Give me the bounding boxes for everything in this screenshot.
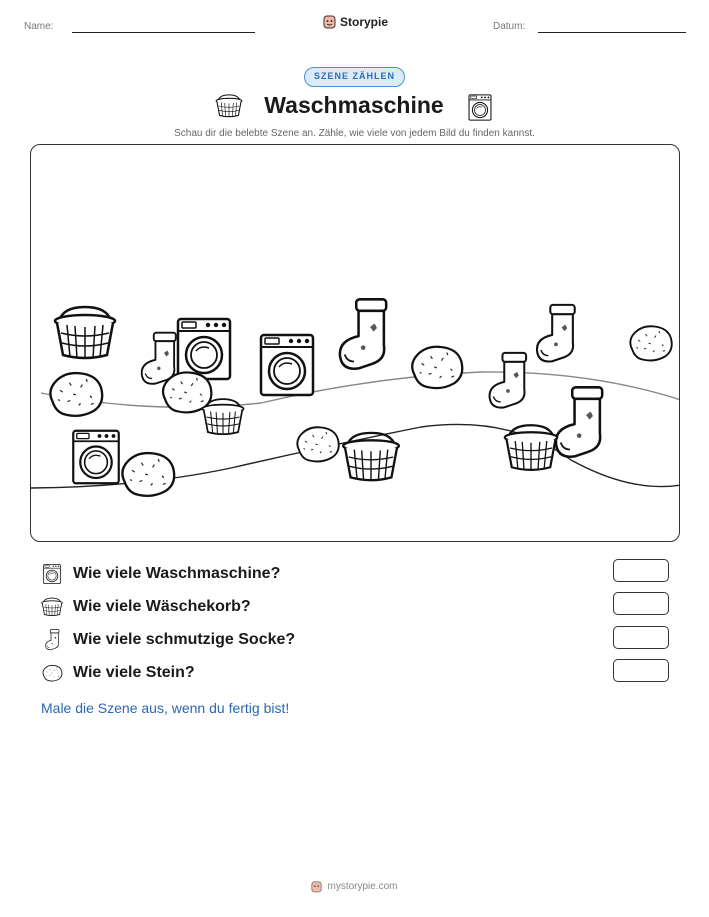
stone-icon: [407, 343, 465, 391]
dirty-sock-icon: [41, 629, 63, 651]
date-input-line[interactable]: [538, 32, 686, 33]
answer-box-basket[interactable]: [613, 592, 669, 615]
scene-count-badge: SZENE ZÄHLEN: [304, 67, 405, 87]
laundry-basket-icon: [41, 596, 63, 618]
question-row-stone: [41, 660, 195, 686]
storypie-logo: [323, 14, 388, 29]
answer-box-washer[interactable]: [613, 559, 669, 582]
laundry-basket-icon: [201, 397, 245, 437]
storypie-mascot-icon: [311, 880, 322, 893]
washing-machine-icon: [71, 429, 121, 485]
instructions: Schau dir die belebte Szene an. Zähle, wie viele von jedem Bild du finden kannst.: [174, 128, 535, 139]
date-label: Datum:: [493, 21, 526, 32]
washing-machine-icon: [259, 333, 315, 397]
page-title: Waschmaschine: [264, 92, 444, 118]
stone-icon: [45, 369, 105, 419]
answer-box-sock[interactable]: [613, 626, 669, 649]
question-text: Wie viele Waschmaschine?: [73, 565, 281, 582]
stone-icon: [626, 323, 674, 363]
name-label: Name:: [24, 21, 54, 32]
washing-machine-icon: [468, 94, 492, 121]
storypie-mascot-icon: [323, 14, 336, 29]
stone-icon: [41, 662, 63, 684]
laundry-basket-icon: [341, 431, 401, 483]
brand-name: Storypie: [340, 14, 389, 29]
coloring-note: Male die Szene aus, wenn du fertig bist!: [41, 700, 290, 716]
footer-url: mystorypie.com: [327, 881, 398, 892]
page-footer: [0, 880, 709, 893]
stone-icon: [293, 423, 341, 465]
laundry-basket-icon: [53, 305, 117, 361]
dirty-sock-icon: [483, 351, 531, 411]
dirty-sock-icon: [333, 297, 391, 373]
question-text: Wie viele Wäschekorb?: [73, 598, 251, 615]
question-row-sock: [41, 627, 295, 653]
answer-box-stone[interactable]: [613, 659, 669, 682]
laundry-basket-icon: [503, 423, 559, 473]
counting-scene: [30, 144, 680, 542]
stone-icon: [117, 449, 177, 499]
dirty-sock-icon: [529, 303, 581, 365]
washing-machine-icon: [41, 563, 63, 585]
name-input-line[interactable]: [72, 32, 255, 33]
question-row-basket: [41, 594, 251, 620]
question-row-washer: [41, 561, 280, 587]
question-text: Wie viele schmutzige Socke?: [73, 631, 296, 648]
question-text: Wie viele Stein?: [73, 664, 195, 681]
